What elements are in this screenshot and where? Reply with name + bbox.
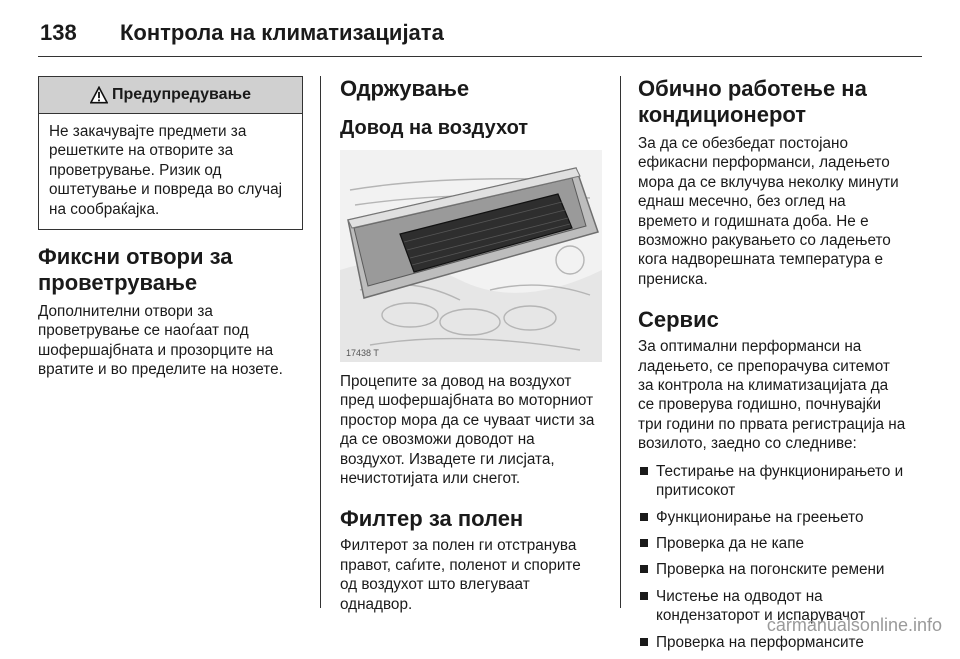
pollen-filter-heading: Филтер за полен [340,506,524,532]
ac-operation-heading [638,76,906,128]
square-bullet-icon [640,513,648,521]
list-item: Проверка на погонските ремени [638,560,906,579]
square-bullet-icon [640,592,648,600]
page-number: 138 [40,20,77,45]
square-bullet-icon [640,467,648,475]
chapter-title: Контрола на климатизацијата [120,20,444,45]
service-text: За оптимални перформанси на ладењето, се препорачува ситемот за контрола на климатизацијата да се проверува годишно, почнувајќи три години по првата регистрација на возилото, заедно со следниве: [638,338,906,453]
air-intake-figure [340,150,602,362]
list-item: Чистење на одводот на кондензаторот и испарувачот [638,587,906,626]
fixed-vents-heading-line2: проветрување [38,270,198,296]
square-bullet-icon [640,539,648,547]
fixed-vents-section [38,244,303,380]
column-right [638,76,906,659]
list-item: Функционирање на греењето [638,508,906,527]
maintenance-heading: Одржување [340,76,470,101]
column-divider [620,76,621,608]
pollen-filter-text: Филтерот за полен ги отстранува правот, саѓите, поленот и спорите од воздухот што влегуваат однадвор. [340,537,581,613]
column-divider [320,76,321,608]
column-middle-lower [340,372,602,614]
page-header [38,12,922,57]
warning-text: Не закачувајте предмети за решетките на отворите за проветрување. Ризик од оштетување и повреда во случај на сообраќајка. [49,123,282,218]
ac-operation-heading-line2: кондиционерот [638,102,807,127]
square-bullet-icon [640,565,648,573]
column-left [38,76,303,380]
warning-title: Предупредување [112,86,251,103]
list-item: Проверка да не капе [638,534,906,553]
ac-operation-text: За да се обезбедат постојано ефикасни перформанси, ладењето мора да се вклучува неколку минути еднаш месечно, без оглед на времето и годишната доба. Не е возможно ракувањето со ладењето кога надворешната температура е прениска. [638,135,899,288]
fixed-vents-heading-line1: Фиксни отвори за [38,244,233,270]
warning-triangle-icon [90,86,108,104]
service-heading: Сервис [638,307,719,333]
list-item: Проверка на перформансите [638,633,906,652]
air-intake-text: Процепите за довод на воздухот пред шофершајбната во моторниот простор мора да се чуваат чисти за да се овозможи доводот на воздухот. Извадете ги лисјата, нечистотијата или снегот. [340,373,595,488]
column-middle [340,76,602,140]
ac-operation-heading-line1: Обично работење на [638,76,867,101]
fixed-vents-heading [38,244,303,296]
watermark: carmanualsonline.info [766,615,942,635]
engine-bay-illustration [340,150,602,362]
warning-header [39,77,302,114]
figure-id: 17438 T [346,348,379,358]
warning-box [38,76,303,230]
air-intake-heading: Довод на воздухот [340,117,529,139]
list-item: Тестирање на функционирањето и притисокот [638,462,906,501]
fixed-vents-text: Дополнителни отвори за проветрување се наоѓаат под шофершајбната и прозорците на вратите и во пределите на нозете. [38,303,283,379]
